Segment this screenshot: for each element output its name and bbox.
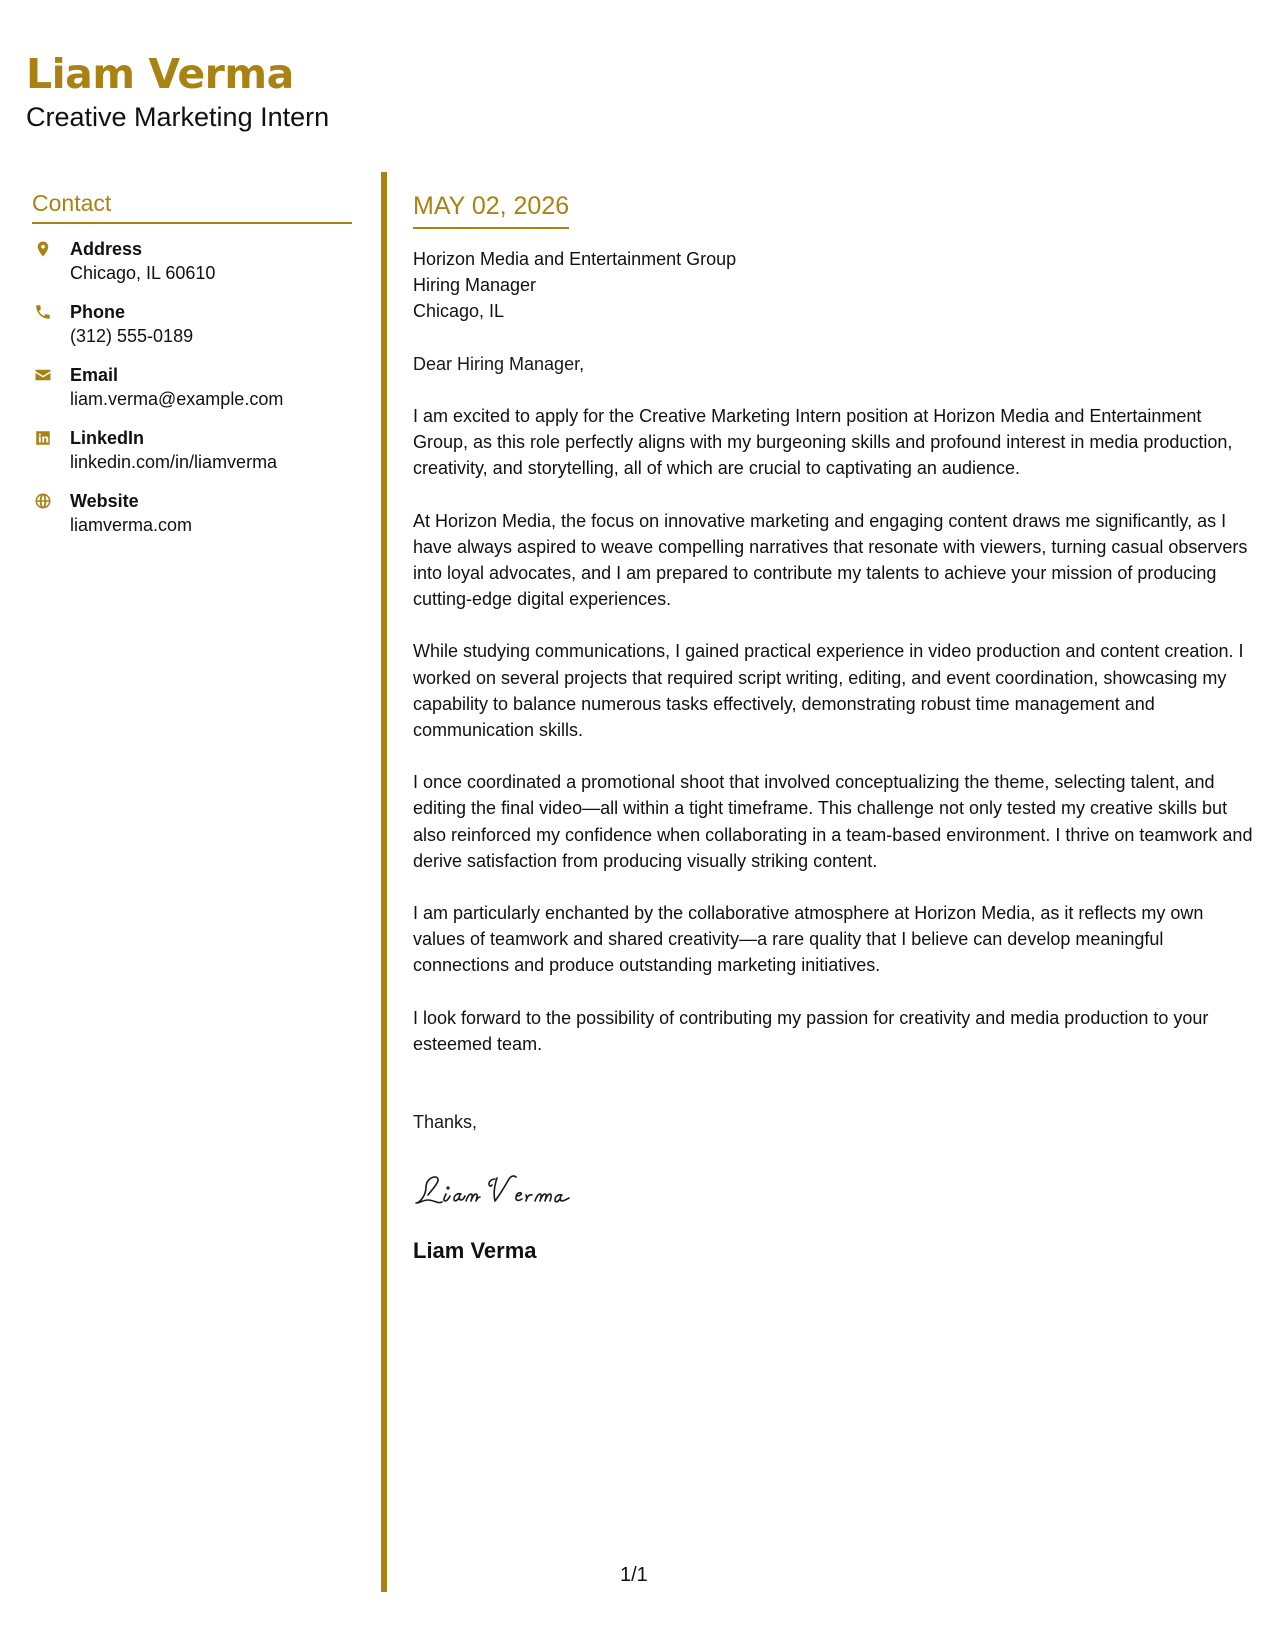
contact-heading: Contact bbox=[32, 188, 352, 224]
header bbox=[26, 48, 329, 134]
applicant-role: Creative Marketing Intern bbox=[26, 102, 330, 132]
contact-item-email bbox=[32, 363, 352, 426]
vertical-divider bbox=[381, 172, 387, 1592]
contact-label: LinkedIn bbox=[70, 428, 145, 448]
signer-name: Liam Verma bbox=[413, 1238, 537, 1264]
contact-item-address bbox=[32, 237, 352, 300]
contact-label: Address bbox=[70, 239, 143, 259]
letter-paragraph: I am excited to apply for the Creative Marketing Intern position at Horizon Media and Entertainment Group, as this role perfectly aligns with my burgeoning skills and profound interest in media production, creativity, and storytelling, all of which are crucial to captivating an audience. bbox=[413, 406, 1233, 479]
contact-value: liam.verma@example.com bbox=[70, 389, 284, 409]
letter-paragraph: At Horizon Media, the focus on innovative marketing and engaging content draws me significantly, as I have always aspired to weave compelling narratives that resonate with viewers, turning casual observers into loyal advocates, and I am prepared to contribute my talents to achieve your mission of producing cutting-edge digital experiences. bbox=[413, 510, 1248, 610]
recipient-location: Chicago, IL bbox=[413, 301, 505, 321]
letter-date: MAY 02, 2026 bbox=[413, 190, 569, 229]
recipient-title: Hiring Manager bbox=[413, 275, 537, 295]
contact-sidebar bbox=[32, 188, 352, 552]
contact-list bbox=[32, 237, 352, 552]
contact-label: Phone bbox=[70, 302, 126, 322]
applicant-name: Liam Verma bbox=[26, 50, 294, 98]
page-number: 1/1 bbox=[620, 1564, 648, 1586]
contact-value: (312) 555-0189 bbox=[70, 326, 194, 346]
contact-label: Website bbox=[70, 491, 139, 511]
contact-item-website bbox=[32, 489, 352, 552]
contact-value: liamverma.com bbox=[70, 515, 193, 535]
letter-body bbox=[413, 190, 1253, 1265]
letter-paragraph: I look forward to the possibility of contributing my passion for creativity and media production to your esteemed team. bbox=[413, 1007, 1209, 1054]
envelope-icon bbox=[32, 363, 70, 387]
phone-icon bbox=[32, 300, 70, 324]
contact-label: Email bbox=[70, 365, 119, 385]
letter-paragraph: While studying communications, I gained practical experience in video production and content creation. I worked on several projects that required script writing, editing, and event coordination, showcasing my capability to balance numerous tasks effectively, demonstrating robust time management and communication skills. bbox=[413, 641, 1244, 741]
globe-icon bbox=[32, 489, 70, 513]
letter-paragraph: I once coordinated a promotional shoot that involved conceptualizing the theme, selecting talent, and editing the final video—all within a tight timeframe. This challenge not only tested my creative skills but also reinforced my confidence when collaborating in a team-based environment. I thrive on teamwork and derive satisfaction from producing visually striking content. bbox=[413, 772, 1253, 871]
recipient-block bbox=[413, 246, 1253, 324]
contact-item-phone bbox=[32, 300, 352, 363]
contact-value: Chicago, IL 60610 bbox=[70, 263, 216, 283]
letter-paragraph: I am particularly enchanted by the collaborative atmosphere at Horizon Media, as it reflects my own values of teamwork and shared creativity—a rare quality that I believe can develop meaningful connections and produce outstanding marketing initiatives. bbox=[413, 903, 1204, 976]
closing: Thanks, bbox=[413, 1112, 478, 1133]
map-pin-icon bbox=[32, 237, 70, 261]
contact-value: linkedin.com/in/liamverma bbox=[70, 452, 278, 472]
contact-item-linkedin bbox=[32, 426, 352, 489]
recipient-company: Horizon Media and Entertainment Group bbox=[413, 249, 737, 269]
handwritten-signature bbox=[413, 1165, 1253, 1215]
linkedin-icon bbox=[32, 426, 70, 450]
salutation: Dear Hiring Manager, bbox=[413, 354, 585, 374]
